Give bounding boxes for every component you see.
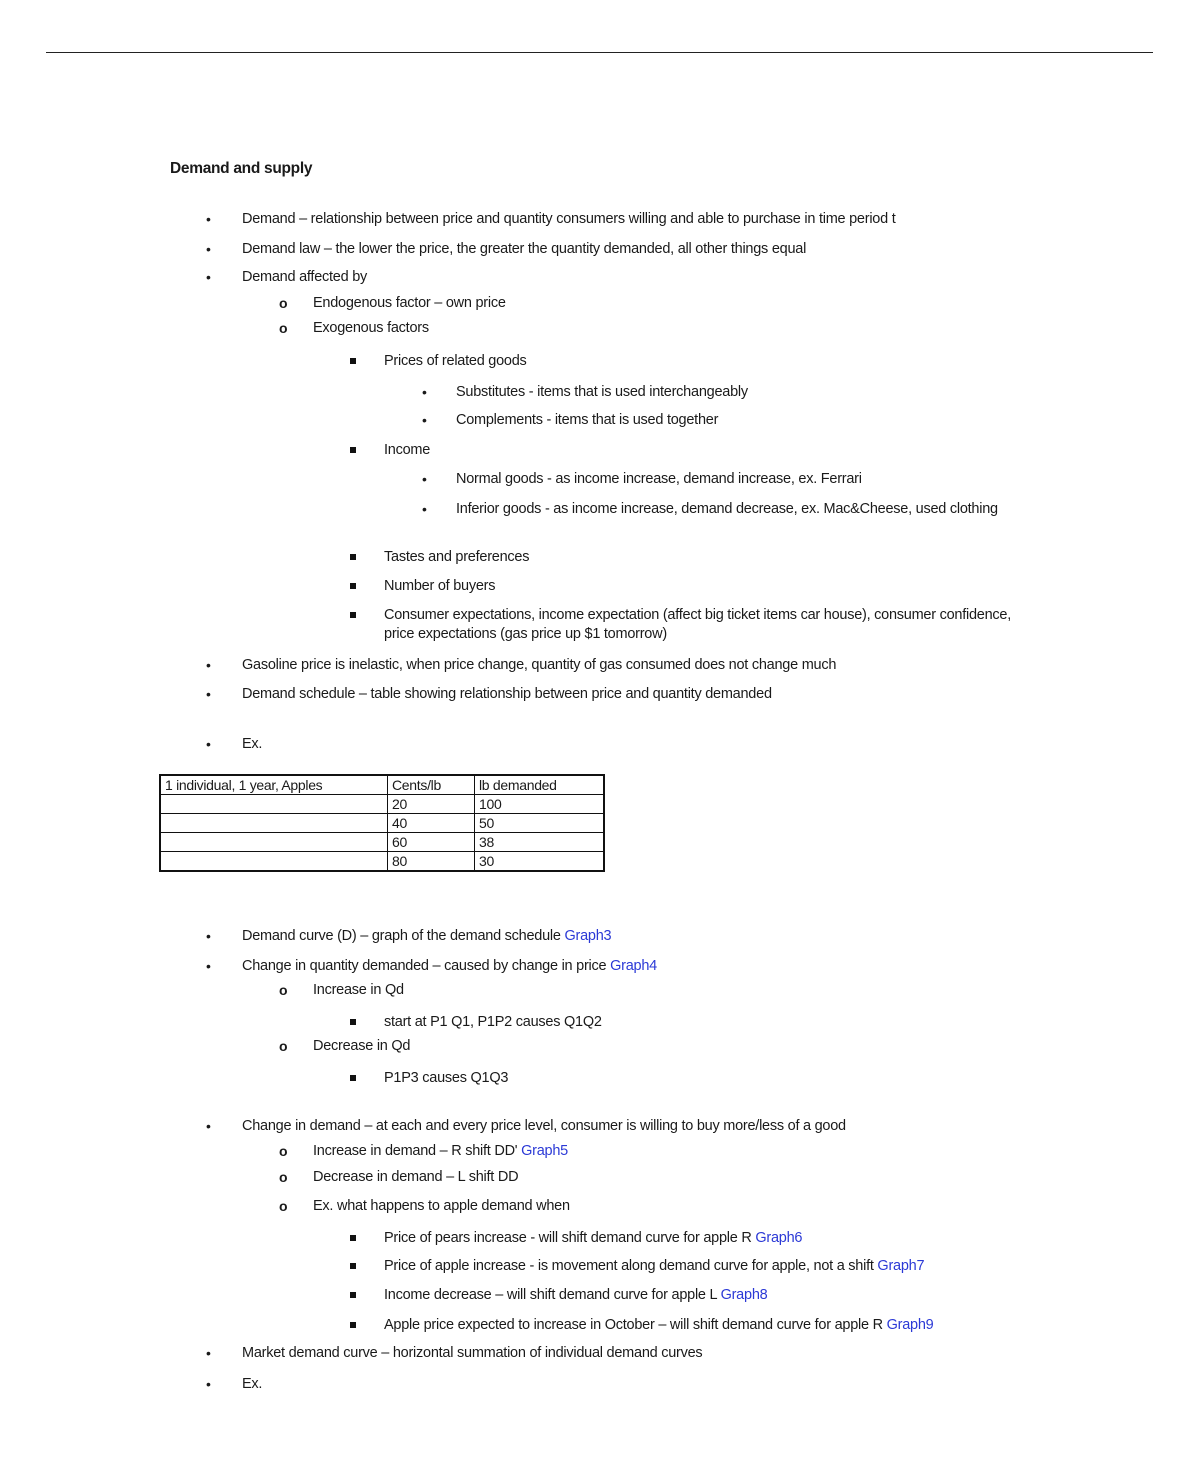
bullet-icon: [350, 612, 356, 618]
graph-link[interactable]: Graph3: [564, 928, 612, 944]
bullet-icon: o: [279, 295, 288, 311]
list-item-text: [456, 470, 862, 489]
graph-link[interactable]: Graph4: [610, 958, 657, 974]
list-item-label: Inferior goods - as income increase, demand decrease, ex. Mac&Cheese, used clothing: [456, 501, 998, 517]
table-header-cell: lb demanded: [475, 775, 605, 795]
list-item-text: [313, 1037, 410, 1056]
bullet-icon: [350, 1292, 356, 1298]
list-item-text: [242, 210, 895, 229]
bullet-icon: o: [279, 1169, 288, 1185]
list-item-label: Demand affected by: [242, 269, 368, 285]
list-item-text: [242, 1344, 702, 1363]
bullet-icon: o: [279, 320, 288, 336]
bullet-icon: •: [206, 269, 211, 285]
bullet-icon: •: [206, 1118, 211, 1134]
table-cell: [160, 795, 388, 814]
list-item-label: Demand schedule – table showing relationship between price and quantity demanded: [242, 686, 772, 702]
list-item-label: Exogenous factors: [313, 320, 429, 336]
table-row: [160, 833, 604, 852]
list-item-text: [242, 957, 657, 976]
list-item-label: Ex. what happens to apple demand when: [313, 1198, 570, 1214]
list-item-label: Income: [384, 442, 431, 458]
bullet-icon: [350, 1263, 356, 1269]
page-title: Demand and supply: [170, 160, 313, 177]
list-item-label: Change in demand – at each and every price level, consumer is willing to buy more/less of a good: [242, 1118, 846, 1134]
table-cell: 60: [388, 833, 475, 852]
list-item-label: Market demand curve – horizontal summation of individual demand curves: [242, 1345, 703, 1361]
bullet-icon: [350, 554, 356, 560]
bullet-icon: [350, 358, 356, 364]
list-item-label: Price of pears increase - will shift demand curve for apple R: [384, 1230, 752, 1246]
bullet-icon: o: [279, 982, 288, 998]
bullet-icon: [350, 1019, 356, 1025]
list-item-text: [384, 441, 430, 460]
list-item-label: Increase in Qd: [313, 982, 404, 998]
list-item-text: [313, 1142, 568, 1161]
bullet-icon: [350, 1075, 356, 1081]
bullet-icon: •: [422, 384, 427, 400]
graph-link[interactable]: Graph8: [720, 1287, 768, 1303]
table-header-row: [160, 775, 604, 795]
list-item-label: Apple price expected to increase in October – will shift demand curve for apple R: [384, 1317, 883, 1333]
list-item-text: [242, 1117, 846, 1136]
table-cell: 100: [475, 795, 605, 814]
table-row: [160, 814, 604, 833]
list-item-label: Complements - items that is used together: [456, 412, 719, 428]
table-cell: 38: [475, 833, 605, 852]
bullet-icon: •: [206, 958, 211, 974]
list-item-label: Prices of related goods: [384, 353, 527, 369]
list-item-text: [384, 352, 527, 371]
table-cell: [160, 852, 388, 872]
demand-schedule-table: [159, 774, 605, 872]
table-cell: [160, 814, 388, 833]
bullet-icon: •: [206, 211, 211, 227]
list-item-label: Demand curve (D) – graph of the demand schedule: [242, 928, 561, 944]
list-item-label: Number of buyers: [384, 578, 496, 594]
bullet-icon: •: [422, 501, 427, 517]
table-cell: [160, 833, 388, 852]
list-item-label: Increase in demand – R shift DD': [313, 1143, 518, 1159]
table-cell: 80: [388, 852, 475, 872]
bullet-icon: •: [422, 471, 427, 487]
list-item-label: Decrease in demand – L shift DD: [313, 1169, 519, 1185]
bullet-icon: •: [206, 686, 211, 702]
list-item-text: [242, 656, 836, 675]
table-header-cell: Cents/lb: [388, 775, 475, 795]
list-item-text: [456, 411, 718, 430]
bullet-icon: •: [206, 1376, 211, 1392]
list-item-text: [242, 1375, 262, 1394]
bullet-icon: o: [279, 1198, 288, 1214]
bullet-icon: [350, 1235, 356, 1241]
list-item-label: Income decrease – will shift demand curve for apple L: [384, 1287, 717, 1303]
list-item-label: Change in quantity demanded – caused by change in price: [242, 958, 607, 974]
bullet-icon: •: [206, 657, 211, 673]
bullet-icon: •: [206, 928, 211, 944]
list-item-label: Gasoline price is inelastic, when price change, quantity of gas consumed does not change much: [242, 657, 837, 673]
list-item-text: [384, 606, 1024, 644]
list-item-label: Ex.: [242, 1376, 263, 1392]
bullet-icon: •: [422, 412, 427, 428]
list-item-text: [384, 1316, 933, 1335]
list-item-text: [384, 1229, 802, 1248]
bullet-icon: o: [279, 1143, 288, 1159]
list-item-text: [313, 1197, 570, 1216]
list-item-label: P1P3 causes Q1Q3: [384, 1070, 509, 1086]
table-header-cell: 1 individual, 1 year, Apples: [160, 775, 388, 795]
list-item-label: Tastes and preferences: [384, 549, 530, 565]
list-item-text: [242, 735, 262, 754]
table-cell: 50: [475, 814, 605, 833]
list-item-text: [242, 240, 806, 259]
table-cell: 30: [475, 852, 605, 872]
table-cell: 20: [388, 795, 475, 814]
list-item-text: [456, 383, 748, 402]
table-cell: 40: [388, 814, 475, 833]
list-item-text: [313, 294, 506, 313]
list-item-text: [384, 1286, 767, 1305]
list-item-text: [384, 1013, 602, 1032]
list-item-text: [384, 1257, 924, 1276]
graph-link[interactable]: Graph6: [755, 1230, 803, 1246]
list-item-text: [313, 981, 404, 1000]
table-row: [160, 852, 604, 872]
list-item-label: Normal goods - as income increase, demand increase, ex. Ferrari: [456, 471, 862, 487]
bullet-icon: •: [206, 241, 211, 257]
list-item-label: Demand law – the lower the price, the greater the quantity demanded, all other things equal: [242, 241, 807, 257]
list-item-label: Consumer expectations, income expectation (affect big ticket items car house), consumer confidence, price expectations (gas price up $1 tomorrow): [384, 607, 1011, 642]
list-item-text: [313, 319, 429, 338]
list-item-text: [242, 927, 611, 946]
list-item-label: Decrease in Qd: [313, 1038, 411, 1054]
list-item-label: start at P1 Q1, P1P2 causes Q1Q2: [384, 1014, 602, 1030]
bullet-icon: [350, 583, 356, 589]
bullet-icon: [350, 447, 356, 453]
list-item-text: [456, 500, 1096, 519]
bullet-icon: [350, 1322, 356, 1328]
list-item-label: Endogenous factor – own price: [313, 295, 506, 311]
header-rule: [46, 52, 1153, 53]
list-item-text: [384, 548, 529, 567]
list-item-label: Price of apple increase - is movement along demand curve for apple, not a shift: [384, 1258, 874, 1274]
table-row: [160, 795, 604, 814]
list-item-label: Ex.: [242, 736, 263, 752]
list-item-text: [242, 268, 367, 287]
graph-link[interactable]: Graph7: [877, 1258, 925, 1274]
list-item-label: Demand – relationship between price and quantity consumers willing and able to purchase in time period t: [242, 211, 896, 227]
graph-link[interactable]: Graph5: [521, 1143, 568, 1159]
list-item-text: [384, 577, 495, 596]
bullet-icon: •: [206, 736, 211, 752]
list-item-text: [384, 1069, 508, 1088]
list-item-text: [313, 1168, 518, 1187]
list-item-text: [242, 685, 772, 704]
bullet-icon: o: [279, 1038, 288, 1054]
graph-link[interactable]: Graph9: [886, 1317, 934, 1333]
bullet-icon: •: [206, 1345, 211, 1361]
list-item-label: Substitutes - items that is used interchangeably: [456, 384, 748, 400]
